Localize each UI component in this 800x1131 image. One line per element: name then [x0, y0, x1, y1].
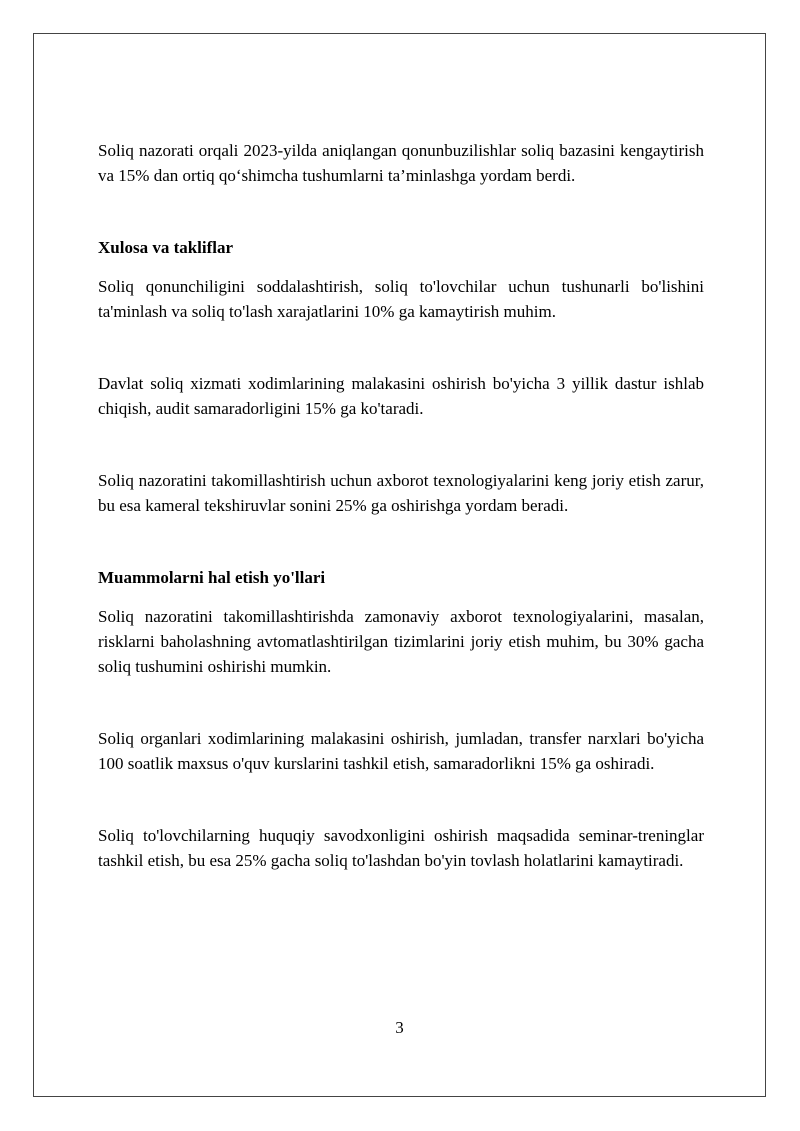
section-heading-conclusions: Xulosa va takliflar	[98, 238, 234, 257]
document-body	[98, 138, 704, 873]
paragraph-solution-2: Soliq organlari xodimlarining malakasini oshirish, jumladan, transfer narxlari bo'yicha 100 soatlik maxsus o'quv kurslarini tashkil etish, samaradorlikni 15% ga oshiradi.	[98, 729, 704, 773]
paragraph-solution-3: Soliq to'lovchilarning huquqiy savodxonligini oshirish maqsadida seminar-treninglar tashkil etish, bu esa 25% gacha soliq to'lashdan bo'yin tovlash holatlarini kamaytiradi.	[98, 826, 704, 870]
document-page	[33, 33, 766, 1097]
paragraph-conclusion-1: Soliq qonunchiligini soddalashtirish, soliq to'lovchilar uchun tushunarli bo'lishini ta'minlash va soliq to'lash xarajatlarini 10% ga kamaytirish muhim.	[98, 277, 704, 321]
paragraph-conclusion-3: Soliq nazoratini takomillashtirish uchun axborot texnologiyalarini keng joriy etish zarur, bu esa kameral tekshiruvlar sonini 25% ga oshirishga yordam beradi.	[98, 471, 704, 515]
section-heading-solutions: Muammolarni hal etish yo'llari	[98, 568, 326, 587]
page-number: 3	[395, 1018, 404, 1037]
paragraph-intro: Soliq nazorati orqali 2023-yilda aniqlangan qonunbuzilishlar soliq bazasini kengaytirish va 15% dan ortiq qo‘shimcha tushumlarni ta’minlashga yordam berdi.	[98, 141, 704, 185]
paragraph-solution-1: Soliq nazoratini takomillashtirishda zamonaviy axborot texnologiyalarini, masalan, risklarni baholashning avtomatlashtirilgan tizimlarini joriy etish muhim, bu 30% gacha soliq tushumini oshirishi mumkin.	[98, 607, 704, 676]
paragraph-conclusion-2: Davlat soliq xizmati xodimlarining malakasini oshirish bo'yicha 3 yillik dastur ishlab chiqish, audit samaradorligini 15% ga ko'taradi.	[98, 374, 704, 418]
